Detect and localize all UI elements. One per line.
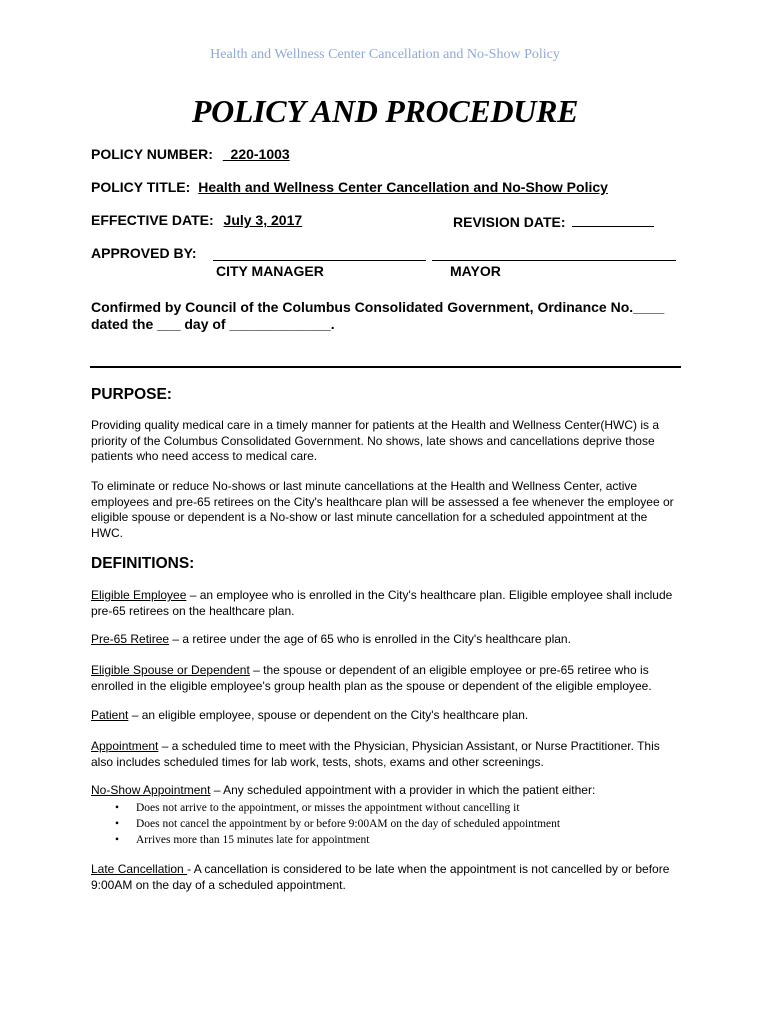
document-title: POLICY AND PROCEDURE: [191, 93, 579, 129]
policy-number-label: POLICY NUMBER:: [91, 146, 213, 162]
effective-date-row: [91, 212, 429, 229]
approved-by-row: [91, 245, 197, 262]
definition-patient: [91, 708, 681, 724]
definition-text: – an eligible employee, spouse or dependent on the City's healthcare plan.: [128, 708, 529, 722]
city-manager-signature-line: [213, 260, 426, 261]
definition-term: Patient: [91, 708, 129, 722]
list-item: • Does not arrive to the appointment, or misses the appointment without cancelling it: [115, 802, 520, 814]
definition-text: – the spouse or dependent of an eligible employee or pre-65 retiree who is enrolled in the eligible employee's group health plan as the spouse or dependent of the eligible employee.: [91, 663, 652, 693]
definition-eligible-spouse: [91, 663, 681, 694]
effective-date-value: July 3, 2017: [223, 212, 303, 228]
definition-term: Late Cancellation: [91, 862, 188, 876]
definition-term: No-Show Appointment: [91, 783, 211, 797]
purpose-paragraph-2: To eliminate or reduce No-shows or last minute cancellations at the Health and Wellness Center, active employees and pre-65 retirees on the City's healthcare plan will be assessed a fee whenever the employee or eligible spouse or dependent is a No-show or last minute cancellation for a scheduled appointment at the HWC.: [91, 479, 674, 540]
council-confirmation-line-1: Confirmed by Council of the Columbus Consolidated Government, Ordinance No.____: [91, 299, 665, 315]
policy-number-value: 220-1003: [230, 146, 290, 162]
revision-date-blank: [572, 212, 654, 227]
bullet-icon: •: [115, 834, 120, 846]
section-divider: [90, 366, 681, 368]
definition-term: Appointment: [91, 739, 159, 753]
definitions-heading: DEFINITIONS:: [91, 555, 195, 572]
definition-text: – an employee who is enrolled in the City's healthcare plan. Eligible employee shall include pre-65 retirees on the healthcare plan.: [91, 588, 673, 618]
bullet-icon: •: [115, 802, 120, 814]
bullet-icon: •: [115, 818, 120, 830]
definition-no-show: [91, 783, 681, 799]
definition-text: – Any scheduled appointment with a provider in which the patient either:: [210, 783, 596, 797]
definition-term: Eligible Spouse or Dependent: [91, 663, 250, 677]
purpose-heading: PURPOSE:: [91, 386, 172, 403]
definition-late-cancellation: [91, 862, 681, 893]
policy-title-value: Health and Wellness Center Cancellation and No-Show Policy: [198, 179, 608, 195]
definition-text: - A cancellation is considered to be late when the appointment is not cancelled by or before 9:00AM on the day of a scheduled appointment.: [91, 862, 670, 892]
definition-text: – a scheduled time to meet with the Physician, Physician Assistant, or Nurse Practitioner. This also includes scheduled times for lab work, tests, shots, exams and other screenings.: [91, 739, 660, 769]
definition-pre65-retiree: [91, 632, 681, 648]
page-header: Health and Wellness Center Cancellation and No-Show Policy: [210, 47, 560, 62]
definition-term: Pre-65 Retiree: [91, 632, 170, 646]
mayor-signature-line: [432, 260, 676, 261]
city-manager-label: CITY MANAGER: [216, 263, 324, 279]
policy-title-label: POLICY TITLE:: [91, 179, 191, 195]
list-item: • Arrives more than 15 minutes late for appointment: [115, 834, 370, 846]
revision-date-row: [453, 212, 654, 231]
policy-title-row: [91, 179, 608, 196]
purpose-paragraph-1: Providing quality medical care in a timely manner for patients at the Health and Wellness Center(HWC) is a priority of the Columbus Consolidated Government. No shows, late shows and cancellations deprive those patients who need access to medical care.: [91, 418, 660, 463]
mayor-label: MAYOR: [450, 263, 501, 279]
definition-term: Eligible Employee: [91, 588, 187, 602]
effective-date-label: EFFECTIVE DATE:: [91, 212, 214, 228]
definition-text: – a retiree under the age of 65 who is enrolled in the City's healthcare plan.: [169, 632, 571, 646]
definition-eligible-employee: [91, 588, 681, 619]
definition-appointment: [91, 739, 681, 770]
policy-number-row: [91, 146, 386, 163]
revision-date-label: REVISION DATE:: [453, 214, 566, 230]
no-show-criteria-list: [91, 800, 681, 848]
approved-by-label: APPROVED BY:: [91, 245, 197, 261]
list-item: • Does not cancel the appointment by or before 9:00AM on the day of scheduled appointment: [115, 818, 561, 830]
council-confirmation-line-2: dated the ___ day of _____________.: [91, 316, 335, 332]
